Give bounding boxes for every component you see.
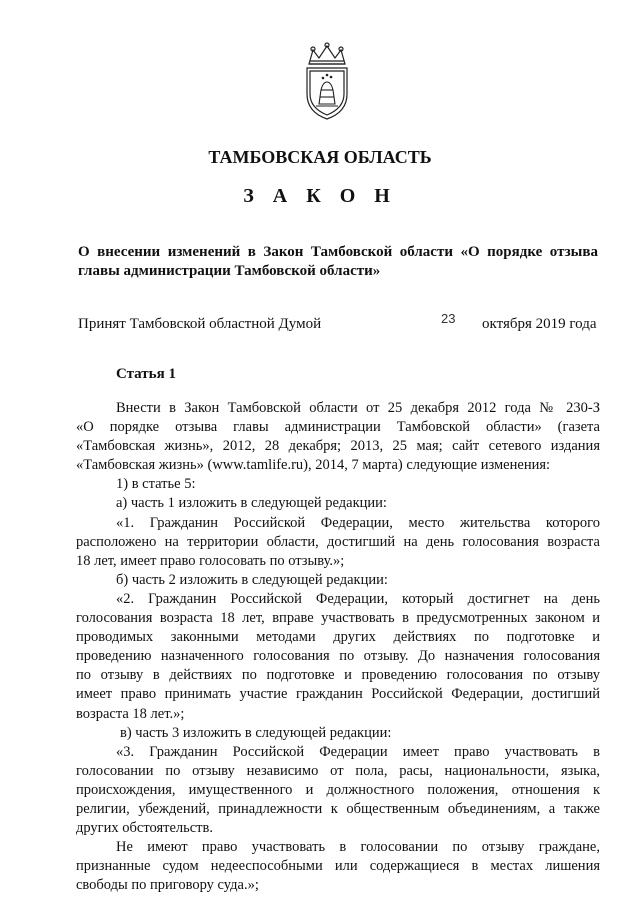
text-line: проводимых законными методами других действиях по подготовке и <box>76 629 600 646</box>
region-title: ТАМБОВСКАЯ ОБЛАСТЬ <box>208 147 432 167</box>
text-line: религии, убеждений, принадлежности к общественным объединениям, а также <box>76 800 600 817</box>
text-line: 1) в статье 5: <box>116 476 196 493</box>
text-line: свободы по приговору суда.»; <box>76 877 259 894</box>
text-line: Не имеют право участвовать в голосовании по отзыву граждане, <box>116 839 600 856</box>
text-line: расположено на территории области, достигший на день голосования возраста <box>76 533 600 550</box>
text-line: других обстоятельств. <box>76 820 213 837</box>
text-line: имеет право принимать участие гражданин Российской Федерации, достигший <box>76 686 600 703</box>
adoption-month-year: октября 2019 года <box>482 316 597 332</box>
adopted-by: Принят Тамбовской областной Думой <box>78 316 322 332</box>
text-line: «О порядке отзыва главы администрации Тамбовской области» (газета <box>76 419 600 436</box>
document-type: З А К О Н <box>243 185 397 207</box>
law-subject <box>78 243 598 281</box>
text-line: признанные судом недееспособными или содержащиеся в местах лишения <box>76 858 600 875</box>
adoption-day: 23 <box>441 311 456 326</box>
text-line: 18 лет, имеет право голосовать по отзыву.»; <box>76 552 345 569</box>
text-line: происхождения, имущественного и должностного положения, отношения к <box>76 781 600 798</box>
text-line: возраста 18 лет.»; <box>76 705 185 722</box>
text-line: проведению назначенного голосования по отзыву. До назначения голосования <box>76 648 600 665</box>
text-line: в) часть 3 изложить в следующей редакции: <box>120 724 392 741</box>
text-line: б) часть 2 изложить в следующей редакции: <box>116 571 388 588</box>
text-line: «1. Гражданин Российской Федерации, место жительства которого <box>116 514 600 531</box>
text-line: Внести в Закон Тамбовской области от 25 декабря 2012 года № 230-З <box>116 400 600 416</box>
text-line: «2. Гражданин Российской Федерации, который достигнет на день <box>116 590 600 607</box>
law-subject-line: главы администрации Тамбовской области» <box>78 263 381 279</box>
article-body <box>76 399 600 895</box>
text-line: «3. Гражданин Российской Федерации имеет право участвовать в <box>116 743 600 760</box>
law-subject-line: О внесении изменений в Закон Тамбовской области «О порядке отзыва <box>78 244 598 260</box>
text-line: голосования возраста 18 лет, вправе участвовать в предусмотренных законом и <box>76 610 600 627</box>
tambov-coat-of-arms-icon <box>301 42 353 122</box>
text-line: голосовании по отзыву независимо от пола, расы, национальности, языка, <box>76 762 600 779</box>
article-heading: Статья 1 <box>116 366 176 382</box>
text-line: «Тамбовская жизнь» (www.tamlife.ru), 2014, 7 марта) следующие изменения: <box>76 457 551 474</box>
text-line: «Тамбовская жизнь», 2012, 28 декабря; 2013, 25 мая; сайт сетевого издания <box>76 438 600 455</box>
text-line: по отзыву в действиях по подготовке и проведению голосования по отзыву <box>76 667 600 684</box>
text-line: а) часть 1 изложить в следующей редакции: <box>116 495 387 512</box>
